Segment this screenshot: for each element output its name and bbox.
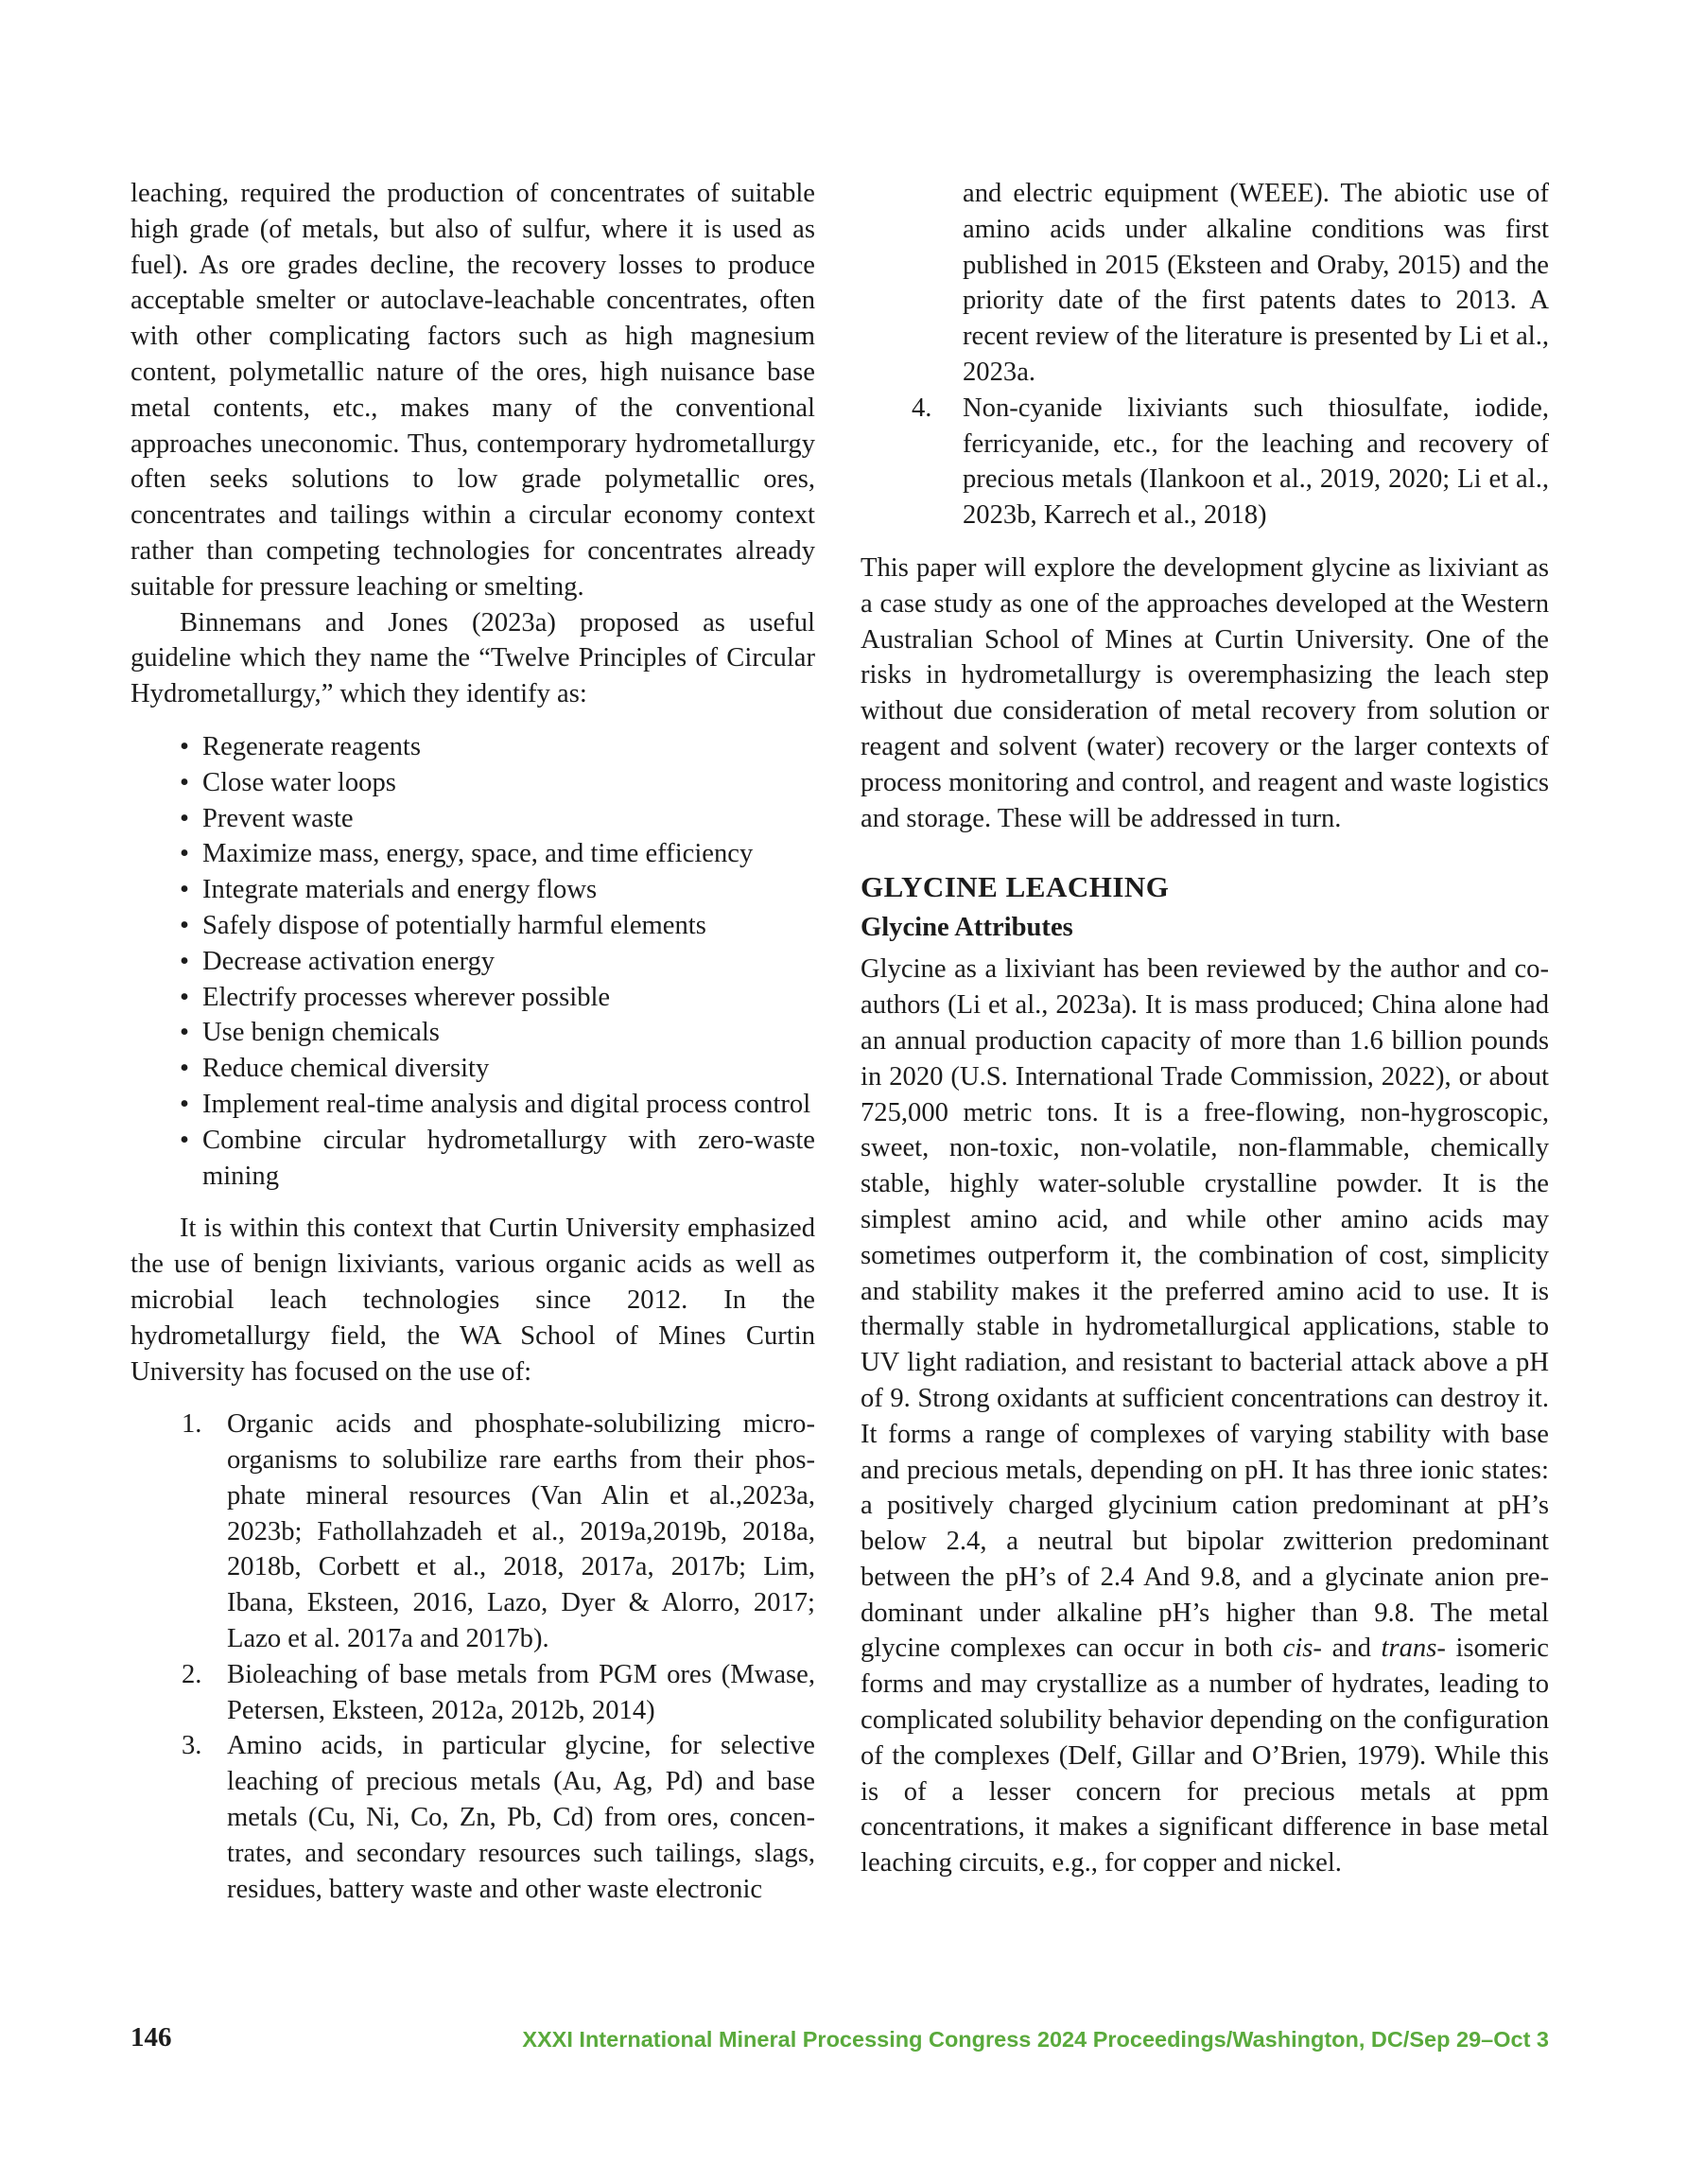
list-item: • Integrate materials and energy flows — [157, 872, 815, 908]
numbered-item-1: 1. Organic acids and phosphate-solubilizing microorganisms to solubilize rare earths from their phosphate mineral resources (Van Alin et al.,2023a, 2023b; Fathollahzadeh et al., 2019a,2019b, 2018a, 2018b, Corbett et al., 2018, 2017a, 2017b; Lim, Ibana, Eksteen, 2016, Lazo, Dyer & Alorro, 2017; Lazo et al. 2017a and 2017b). — [182, 1409, 815, 1654]
list-item: • Use benign chemicals — [157, 1015, 815, 1051]
page-footer — [130, 2020, 1549, 2058]
list-item: • Reduce chemical diversity — [157, 1051, 815, 1087]
right-column — [861, 176, 1549, 1881]
numbered-item-3: 3. Amino acids, in particular glycine, for selective leaching of precious metals (Au, Ag, Pd) and base metals (Cu, Ni, Co, Zn, Pb, Cd) from ores, concentrates, and secondary resources such tailings, slags, residues, battery waste and other waste electronic — [182, 1731, 815, 1904]
bullet-icon: • — [180, 767, 190, 797]
list-item: • Implement real-time analysis and digital process control — [157, 1087, 815, 1123]
bullet-icon: • — [180, 803, 190, 833]
list-item: • Maximize mass, energy, space, and time efficiency — [157, 836, 815, 872]
numbered-item-3-continuation: and electric equipment (WEEE). The abiotic use of amino acids under alkaline conditions was first published in 2015 (Eksteen and Oraby, 2015) and the priority date of the first patents dates to 2013. A recent review of the literature is presented by Li et al., 2023a. — [963, 179, 1549, 387]
bullet-icon: • — [180, 1018, 190, 1048]
list-item: • Electrify processes wherever possible — [157, 980, 815, 1016]
list-item: • Combine circular hydrometallurgy with zero-waste mining — [157, 1123, 815, 1195]
bullet-icon: • — [180, 982, 190, 1012]
paragraph-curtin-context: It is within this context that Curtin University emphasized the use of benign lixiviants, various organic acids as well as microbial leach technologies since 2012. In the hydrometallurgy field, the WA School of Mines Curtin University has focused on the use of: — [130, 1214, 815, 1387]
bullet-icon: • — [180, 910, 190, 940]
bullet-icon: • — [180, 875, 190, 905]
curtin-focus-list — [130, 1406, 815, 1907]
list-item: • Regenerate reagents — [157, 729, 815, 765]
bullet-icon: • — [180, 1125, 190, 1155]
list-item: • Close water loops — [157, 765, 815, 801]
left-column — [130, 176, 815, 1907]
page-number: 146 — [130, 2022, 172, 2053]
bullet-icon: • — [180, 839, 190, 869]
running-title: XXXI International Mineral Processing Congress 2024 Proceedings/Washington, DC/Sep 29–Oct 3 — [522, 2027, 1549, 2052]
numbered-item-4: 4. Non-cyanide lixiviants such thiosulfate, iodide, ferricyanide, etc., for the leaching and recovery of precious metals (Ilankoon et al., 2019, 2020; Li et al., 2023b, Karrech et al., 2018) — [912, 393, 1549, 531]
curtin-focus-list-continued — [861, 391, 1549, 533]
twelve-principles-list — [130, 729, 815, 1194]
paragraph-binnemans-jones: Binnemans and Jones (2023a) proposed as useful guideline which they name the “Twelve Principles of Circular Hydrometallurgy,” which they identify as: — [130, 607, 815, 709]
paragraph-case-study: This paper will explore the development glycine as lixiviant as a case study as one of the approaches developed at the Western Australian School of Mines at Curtin University. One of the risks in hydrometallurgy is overemphasizing the leach step without due consideration of metal recovery from solution or reagent and solvent (water) recovery or the larger contexts of process monitoring and control, and reagent and waste logistics and storage. These will be addressed in turn. — [861, 552, 1549, 833]
paragraph-glycine-attributes: Glycine as a lixiviant has been reviewed by the author and co-authors (Li et al., 2023a). It is mass produced; China alone had an annual production capacity of more than 1.6 billion pounds in 2020 (U.S. International Trade Commission, 2022), or about 725,000 metric tons. It is a free-flowing, non-hygroscopic, sweet, non-toxic, non-volatile, non-flammable, chemically stable, highly water-soluble crystalline powder. It is the simplest amino acid, and while other amino acids may sometimes outperform it, the combination of cost, simplicity and stability makes it the preferred amino acid to use. It is thermally stable in hydrometallurgical applications, stable to UV light radiation, and resistant to bacterial attack above a pH of 9. Strong oxidants at sufficient concentrations can destroy it. It forms a range of complexes of varying stability with base and precious metals, depending on pH. It has three ionic states: a positively charged glycinium cation predominant at pH’s below 2.4, a neutral but bipolar zwitterion predominant between the pH’s of 2.4 And 9.8, and a glycinate anion predominant under alkaline pH’s higher than 9.8. The metal glycine complexes can occur in both cis- and trans- isomeric forms and may crystallize as a number of hydrates, leading to complicated solubility behavior depending on the configuration of the complexes (Delf, Gillar and O’Brien, 1979). While this is of a lesser concern for precious metals at ppm concentrations, it makes a significant difference in base metal leaching circuits, e.g., for copper and nickel. — [861, 954, 1549, 1878]
list-item: • Safely dispose of potentially harmful elements — [157, 908, 815, 944]
numbered-item-2: 2. Bioleaching of base metals from PGM ores (Mwase, Petersen, Eksteen, 2012a, 2012b, 2014) — [182, 1659, 815, 1725]
bullet-icon: • — [180, 1089, 190, 1119]
list-item: • Prevent waste — [157, 801, 815, 837]
list-item: • Decrease activation energy — [157, 944, 815, 980]
section-heading: GLYCINE LEACHING — [861, 870, 1170, 904]
subsection-heading: Glycine Attributes — [861, 913, 1073, 943]
bullet-icon: • — [180, 946, 190, 976]
bullet-icon: • — [180, 1054, 190, 1084]
paragraph-concentrates: leaching, required the production of concentrates of suitable high grade (of metals, but also of sulfur, where it is used as fuel). As ore grades decline, the recovery losses to produce acceptable smelter or autoclave-leachable concentrates, often with other complicating factors such as high magnesium content, polymetallic nature of the ores, high nuisance base metal contents, etc., makes many of the conventional approaches uneconomic. Thus, contemporary hydrometallurgy often seeks solutions to low grade polymetallic ores, concentrates and tailings within a circular economy context rather than competing technologies for concentrates already suitable for pressure leaching or smelting. — [130, 179, 815, 602]
bullet-icon: • — [180, 731, 190, 761]
